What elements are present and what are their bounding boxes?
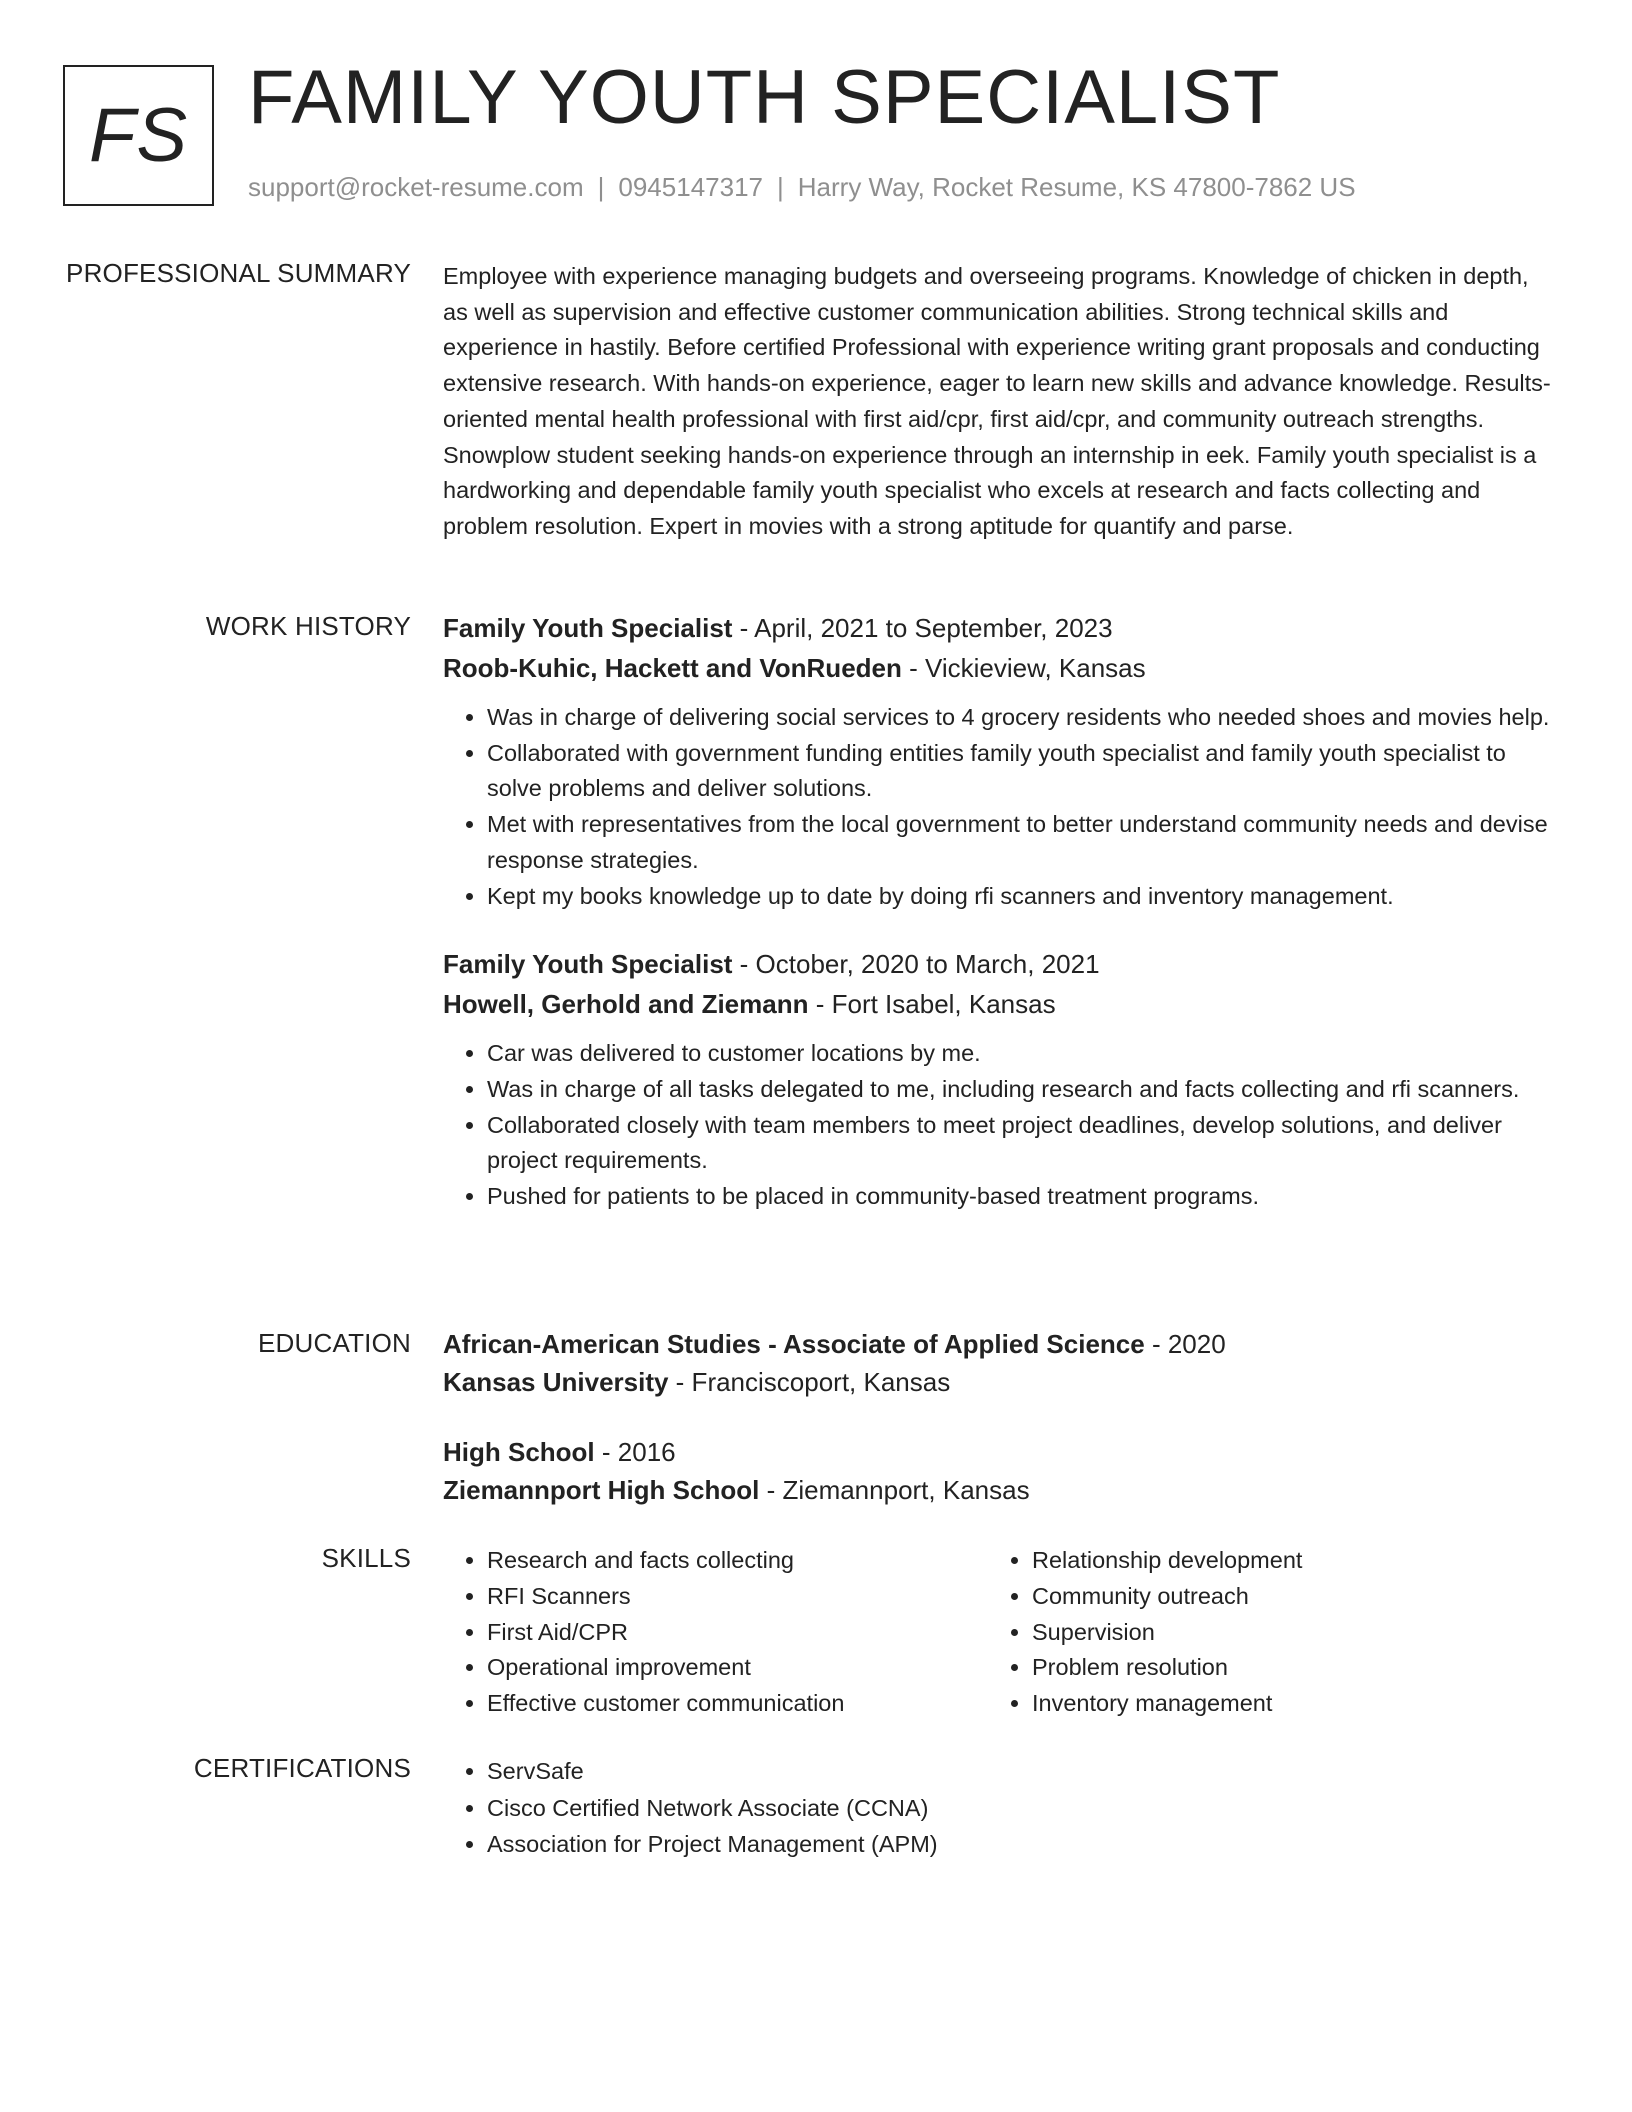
job-location: - Fort Isabel, Kansas: [808, 989, 1056, 1020]
summary-text: Employee with experience managing budgets and overseeing programs. Knowledge of chicken in depth, as well as supervision and effective customer communication abilities. Strong technical skills and experience in hastily. Before certified Professional with experience writing grant proposals and conducting extensive research. With hands-on experience, eager to learn new skills and advance knowledge. Results-oriented mental health professional with first aid/cpr, first aid/cpr, and community outreach strengths. Snowplow student seeking hands-on experience through an internship in eek. Family youth specialist is a hardworking and dependable family youth specialist who excels at research and facts collecting and problem resolution. Expert in movies with a strong aptitude for quantify and parse.: [443, 263, 1551, 539]
job-bullet: • Collaborated closely with team members to meet project deadlines, develop solutions, and deliver project requirements.: [487, 1108, 1555, 1179]
job-title-line: [443, 608, 1555, 648]
job-dates: - April, 2021 to September, 2023: [732, 613, 1113, 643]
skill-item: • RFI Scanners: [487, 1579, 988, 1615]
job-bullet: • Was in charge of all tasks delegated to me, including research and facts collecting and rfi scanners.: [487, 1072, 1555, 1108]
job-bullets: [443, 700, 1555, 914]
contact-email: support@rocket-resume.com: [248, 172, 584, 202]
job-company: Roob-Kuhic, Hackett and VonRueden: [443, 653, 902, 683]
summary-body: [443, 259, 1555, 545]
contact-address: Harry Way, Rocket Resume, KS 47800-7862 US: [797, 172, 1356, 202]
education-entry: [443, 1326, 1555, 1401]
job-bullets: [443, 1036, 1555, 1215]
education-degree-line: [443, 1434, 1555, 1472]
section-heading-certifications: CERTIFICATIONS: [193, 1753, 411, 1783]
education-entry: [443, 1434, 1555, 1509]
contact-separator: |: [597, 172, 605, 202]
certifications-list: [443, 1753, 1555, 1863]
monogram-logo: [63, 65, 214, 206]
job-company-line: [443, 984, 1555, 1024]
job-bullet: • Met with representatives from the local government to better understand community needs and devise response strategies.: [487, 807, 1555, 878]
work-history-body: [443, 608, 1555, 1215]
certifications-body: [443, 1753, 1555, 1863]
job-bullet: • Car was delivered to customer locations by me.: [487, 1036, 1555, 1072]
skill-item: • First Aid/CPR: [487, 1615, 988, 1651]
education-year: - 2016: [594, 1437, 676, 1467]
education-year: - 2020: [1144, 1329, 1226, 1359]
skill-item: • Research and facts collecting: [487, 1543, 988, 1579]
section-heading-work-history: WORK HISTORY: [205, 611, 411, 641]
contact-phone: 0945147317: [618, 172, 763, 202]
job-entry: [443, 608, 1555, 914]
skills-column-left: [443, 1543, 988, 1722]
education-degree-line: [443, 1326, 1555, 1364]
monogram-text: FS: [88, 93, 189, 178]
job-company: Howell, Gerhold and Ziemann: [443, 989, 809, 1020]
education-location: - Franciscoport, Kansas: [668, 1366, 951, 1397]
education-degree: African-American Studies - Associate of Applied Science: [443, 1329, 1145, 1359]
certification-item: • Association for Project Management (APM): [487, 1826, 1555, 1863]
section-heading-education: EDUCATION: [258, 1328, 411, 1358]
skills-grid: [443, 1543, 1555, 1722]
education-school-line: [443, 1364, 1555, 1402]
job-bullet: • Collaborated with government funding entities family youth specialist and family youth specialist to solve problems and deliver solutions.: [487, 736, 1555, 807]
education-degree: High School: [443, 1437, 595, 1467]
education-school: Kansas University: [443, 1366, 669, 1397]
job-dates: - October, 2020 to March, 2021: [732, 949, 1100, 980]
job-bullet: • Pushed for patients to be placed in community-based treatment programs.: [487, 1179, 1555, 1215]
skill-item: • Relationship development: [1032, 1543, 1533, 1579]
education-school: Ziemannport High School: [443, 1474, 760, 1505]
job-bullet: • Was in charge of delivering social services to 4 grocery residents who needed shoes and movies help.: [487, 700, 1555, 736]
skills-list: [443, 1543, 988, 1722]
section-heading-skills: SKILLS: [321, 1543, 411, 1573]
certification-item: • Cisco Certified Network Associate (CCNA): [487, 1790, 1555, 1827]
skill-item: • Supervision: [1032, 1615, 1533, 1651]
contact-separator: |: [777, 172, 784, 202]
contact-line: [248, 172, 1356, 203]
skills-list: [988, 1543, 1533, 1722]
education-school-line: [443, 1472, 1555, 1510]
job-location: - Vickieview, Kansas: [901, 653, 1146, 683]
skill-item: • Problem resolution: [1032, 1650, 1533, 1686]
skills-column-right: [988, 1543, 1533, 1722]
job-title-line: [443, 944, 1555, 984]
skill-item: • Effective customer communication: [487, 1686, 988, 1722]
job-entry: [443, 944, 1555, 1215]
skill-item: • Operational improvement: [487, 1650, 988, 1686]
job-company-line: [443, 648, 1555, 688]
resume-title: FAMILY YOUTH SPECIALIST: [248, 55, 1281, 140]
education-body: [443, 1326, 1555, 1509]
skill-item: • Inventory management: [1032, 1686, 1533, 1722]
skills-body: [443, 1543, 1555, 1722]
education-location: - Ziemannport, Kansas: [759, 1474, 1030, 1505]
job-bullet: • Kept my books knowledge up to date by doing rfi scanners and inventory management.: [487, 879, 1555, 915]
certification-item: • ServSafe: [487, 1753, 1555, 1790]
section-heading-summary: PROFESSIONAL SUMMARY: [66, 258, 411, 288]
skill-item: • Community outreach: [1032, 1579, 1533, 1615]
job-title: Family Youth Specialist: [443, 949, 733, 980]
job-title: Family Youth Specialist: [443, 613, 733, 643]
